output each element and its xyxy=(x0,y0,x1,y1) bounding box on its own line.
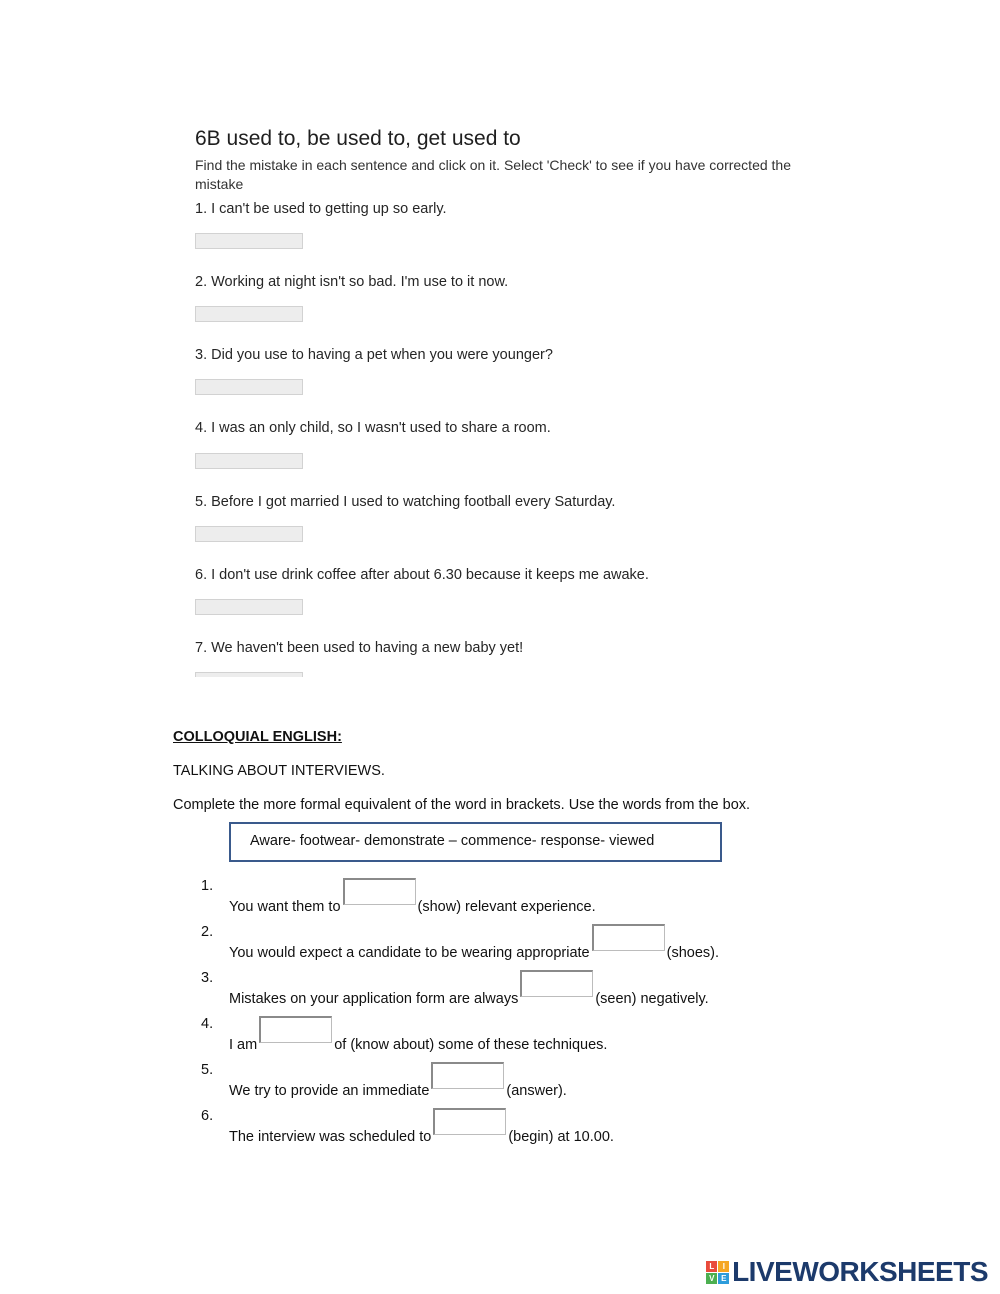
answer-input-4[interactable] xyxy=(259,1016,332,1043)
logo-mark-icon xyxy=(706,1261,729,1284)
gap-item-text-after: of (know about) some of these techniques. xyxy=(334,1037,608,1053)
answer-input-6[interactable] xyxy=(433,1108,506,1135)
gap-item-1 xyxy=(229,878,596,915)
exercise-answer-box-2[interactable] xyxy=(195,306,303,322)
gap-item-text-after: (answer). xyxy=(506,1083,567,1099)
gap-item-number: 2. xyxy=(201,924,214,940)
gap-item-text-before: You want them to xyxy=(229,899,341,915)
logo-mark-letter: I xyxy=(718,1261,729,1272)
logo-mark-letter: V xyxy=(706,1273,717,1284)
gap-item-text-before: Mistakes on your application form are always xyxy=(229,991,519,1007)
gap-item-4 xyxy=(229,1016,607,1053)
exercise-item-2: 2. Working at night isn't so bad. I'm use to it now. xyxy=(195,274,509,290)
answer-input-2[interactable] xyxy=(592,924,665,951)
exercise-title: 6B used to, be used to, get used to xyxy=(195,127,521,150)
gap-item-text-after: (begin) at 10.00. xyxy=(508,1129,614,1145)
gap-item-number: 5. xyxy=(201,1062,214,1078)
gap-item-text-before: I am xyxy=(229,1037,258,1053)
gap-item-3 xyxy=(229,970,709,1007)
logo-mark-letter: L xyxy=(706,1261,717,1272)
exercise-answer-box-7[interactable] xyxy=(195,672,303,677)
exercise-answer-box-6[interactable] xyxy=(195,599,303,615)
exercise-answer-box-3[interactable] xyxy=(195,379,303,395)
gap-item-6 xyxy=(229,1108,614,1145)
gap-item-text-after: (seen) negatively. xyxy=(595,991,709,1007)
answer-input-3[interactable] xyxy=(520,970,593,997)
gap-item-number: 1. xyxy=(201,878,214,894)
word-box-text: Aware- footwear- demonstrate – commence- response- viewed xyxy=(250,833,655,849)
exercise-answer-box-5[interactable] xyxy=(195,526,303,542)
exercise-item-5: 5. Before I got married I used to watching football every Saturday. xyxy=(195,494,616,510)
logo-mark-letter: E xyxy=(718,1273,729,1284)
section-instruction: Complete the more formal equivalent of the word in brackets. Use the words from the box. xyxy=(173,797,751,813)
section-heading: COLLOQUIAL ENGLISH: xyxy=(173,729,342,745)
liveworksheets-logo xyxy=(706,1256,988,1288)
logo-text: LIVEWORKSHEETS xyxy=(732,1256,988,1287)
gap-item-text-after: (shoes). xyxy=(666,945,720,961)
gap-item-text-before: We try to provide an immediate xyxy=(229,1083,430,1099)
exercise-item-7: 7. We haven't been used to having a new baby yet! xyxy=(195,640,524,656)
gap-item-number: 4. xyxy=(201,1016,214,1032)
exercise-answer-box-1[interactable] xyxy=(195,233,303,249)
gap-item-text-before: The interview was scheduled to xyxy=(229,1129,432,1145)
exercise-answer-box-4[interactable] xyxy=(195,453,303,469)
gap-item-2 xyxy=(229,924,719,961)
answer-input-1[interactable] xyxy=(343,878,416,905)
exercise-instructions: Find the mistake in each sentence and click on it. Select 'Check' to see if you have corrected the mistake xyxy=(195,157,791,192)
gap-item-5 xyxy=(229,1062,567,1099)
exercise-item-4: 4. I was an only child, so I wasn't used to share a room. xyxy=(195,420,551,436)
exercise-item-6: 6. I don't use drink coffee after about 6.30 because it keeps me awake. xyxy=(195,567,649,583)
exercise-item-1: 1. I can't be used to getting up so early. xyxy=(195,201,447,217)
answer-input-5[interactable] xyxy=(431,1062,504,1089)
gap-item-number: 6. xyxy=(201,1108,214,1124)
gap-item-text-before: You would expect a candidate to be wearing appropriate xyxy=(229,945,590,961)
exercise-item-3: 3. Did you use to having a pet when you were younger? xyxy=(195,347,553,363)
word-box xyxy=(229,822,722,862)
gap-item-text-after: (show) relevant experience. xyxy=(417,899,596,915)
gap-item-number: 3. xyxy=(201,970,214,986)
section-subheading: TALKING ABOUT INTERVIEWS. xyxy=(173,763,385,779)
